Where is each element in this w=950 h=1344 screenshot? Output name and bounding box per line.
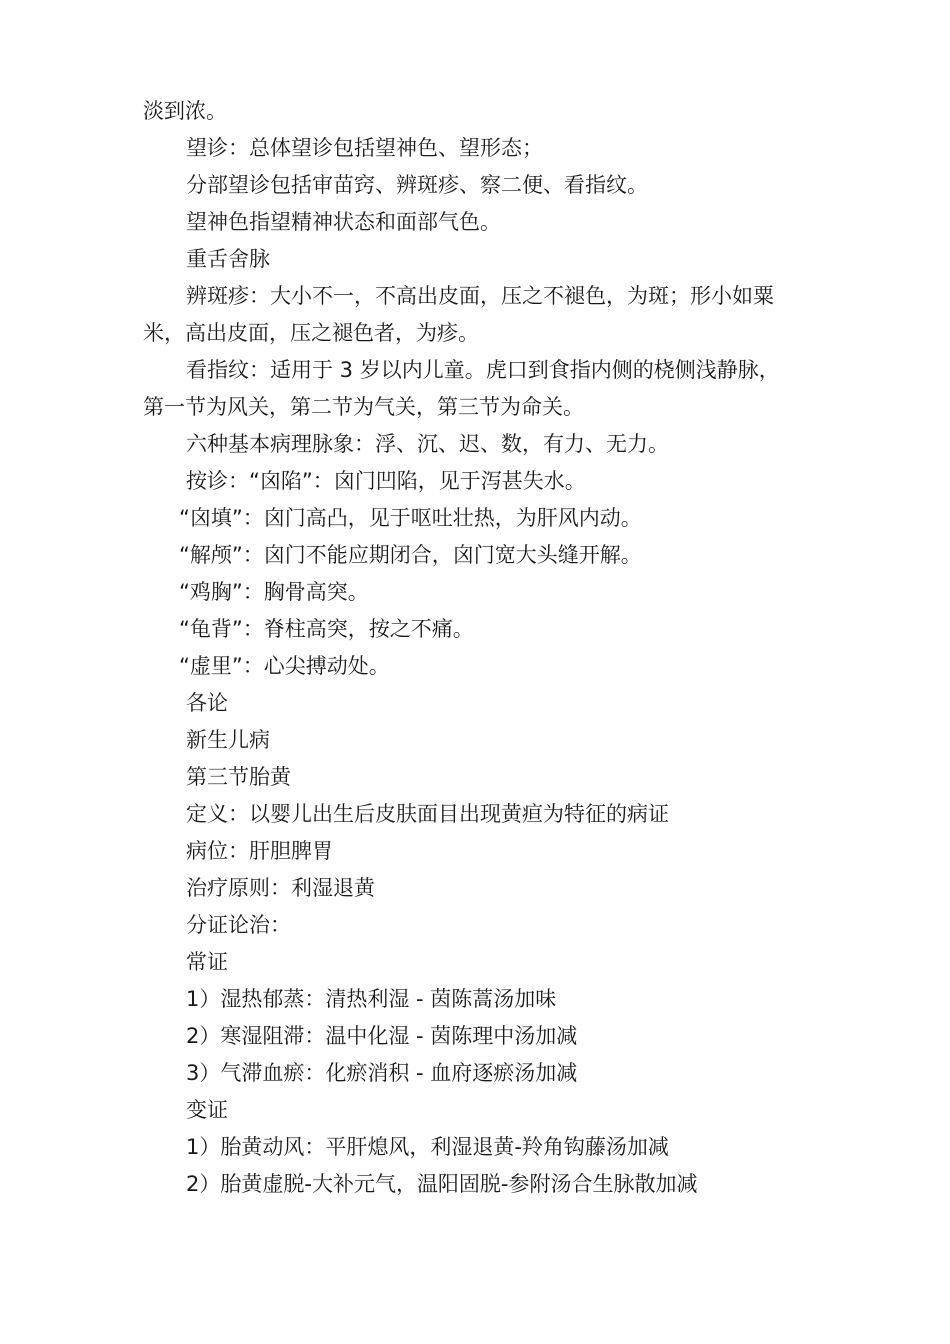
list-item: 2）胎黄虚脱-大补元气，温阳固脱-参附汤合生脉散加减 (186, 1172, 698, 1196)
text-line: 六种基本病理脉象：浮、沉、迟、数，有力、无力。 (186, 432, 669, 456)
section-heading: 各论 (186, 691, 228, 715)
text-line: “虚里”：心尖搏动处。 (179, 654, 390, 678)
text-line: 淡到浓。 (143, 99, 227, 123)
text-line: 望神色指望精神状态和面部气色。 (186, 210, 501, 234)
text-line: 分证论治： (186, 913, 291, 937)
text-line: “囟填”：囟门高凸，见于呕吐壮热，为肝风内动。 (179, 506, 642, 530)
section-heading: 新生儿病 (186, 728, 270, 752)
text-line: 重舌舍脉 (186, 247, 270, 271)
text-line: 望诊：总体望诊包括望神色、望形态； (186, 136, 543, 160)
text-line: “解颅”：囟门不能应期闭合，囟门宽大头缝开解。 (179, 543, 642, 567)
subsection-heading: 变证 (186, 1098, 228, 1122)
text-line: 第一节为风关，第二节为气关，第三节为命关。 (143, 395, 584, 419)
text-line: 病位：肝胆脾胃 (186, 839, 333, 863)
text-line: 按诊：“囟陷”：囟门凹陷，见于泻甚失水。 (186, 469, 586, 493)
text-line: 治疗原则：利湿退黄 (186, 876, 375, 900)
text-line: “龟背”：脊柱高突，按之不痛。 (179, 617, 474, 641)
subsection-heading: 常证 (186, 950, 228, 974)
list-item: 1）胎黄动风：平肝熄风，利湿退黄-羚角钩藤汤加减 (186, 1135, 669, 1159)
text-line: 分部望诊包括审苗窍、辨斑疹、察二便、看指纹。 (186, 173, 648, 197)
list-item: 2）寒湿阻滞：温中化湿 - 茵陈理中汤加减 (186, 1024, 578, 1048)
text-line: 辨斑疹：大小不一，不高出皮面，压之不褪色，为斑；形小如粟 (186, 284, 774, 308)
text-line: 定义：以婴儿出生后皮肤面目出现黄疸为特征的病证 (186, 802, 669, 826)
list-item: 3）气滞血瘀：化瘀消积 - 血府逐瘀汤加减 (186, 1061, 578, 1085)
text-line: “鸡胸”：胸骨高突。 (179, 580, 369, 604)
list-item: 1）湿热郁蒸：清热利湿 - 茵陈蒿汤加味 (186, 987, 557, 1011)
section-heading: 第三节胎黄 (186, 765, 291, 789)
document-body (143, 93, 808, 1203)
text-line: 米，高出皮面，压之褪色者，为疹。 (143, 321, 479, 345)
text-line: 看指纹：适用于 3 岁以内儿童。虎口到食指内侧的桡侧浅静脉， (186, 358, 780, 382)
